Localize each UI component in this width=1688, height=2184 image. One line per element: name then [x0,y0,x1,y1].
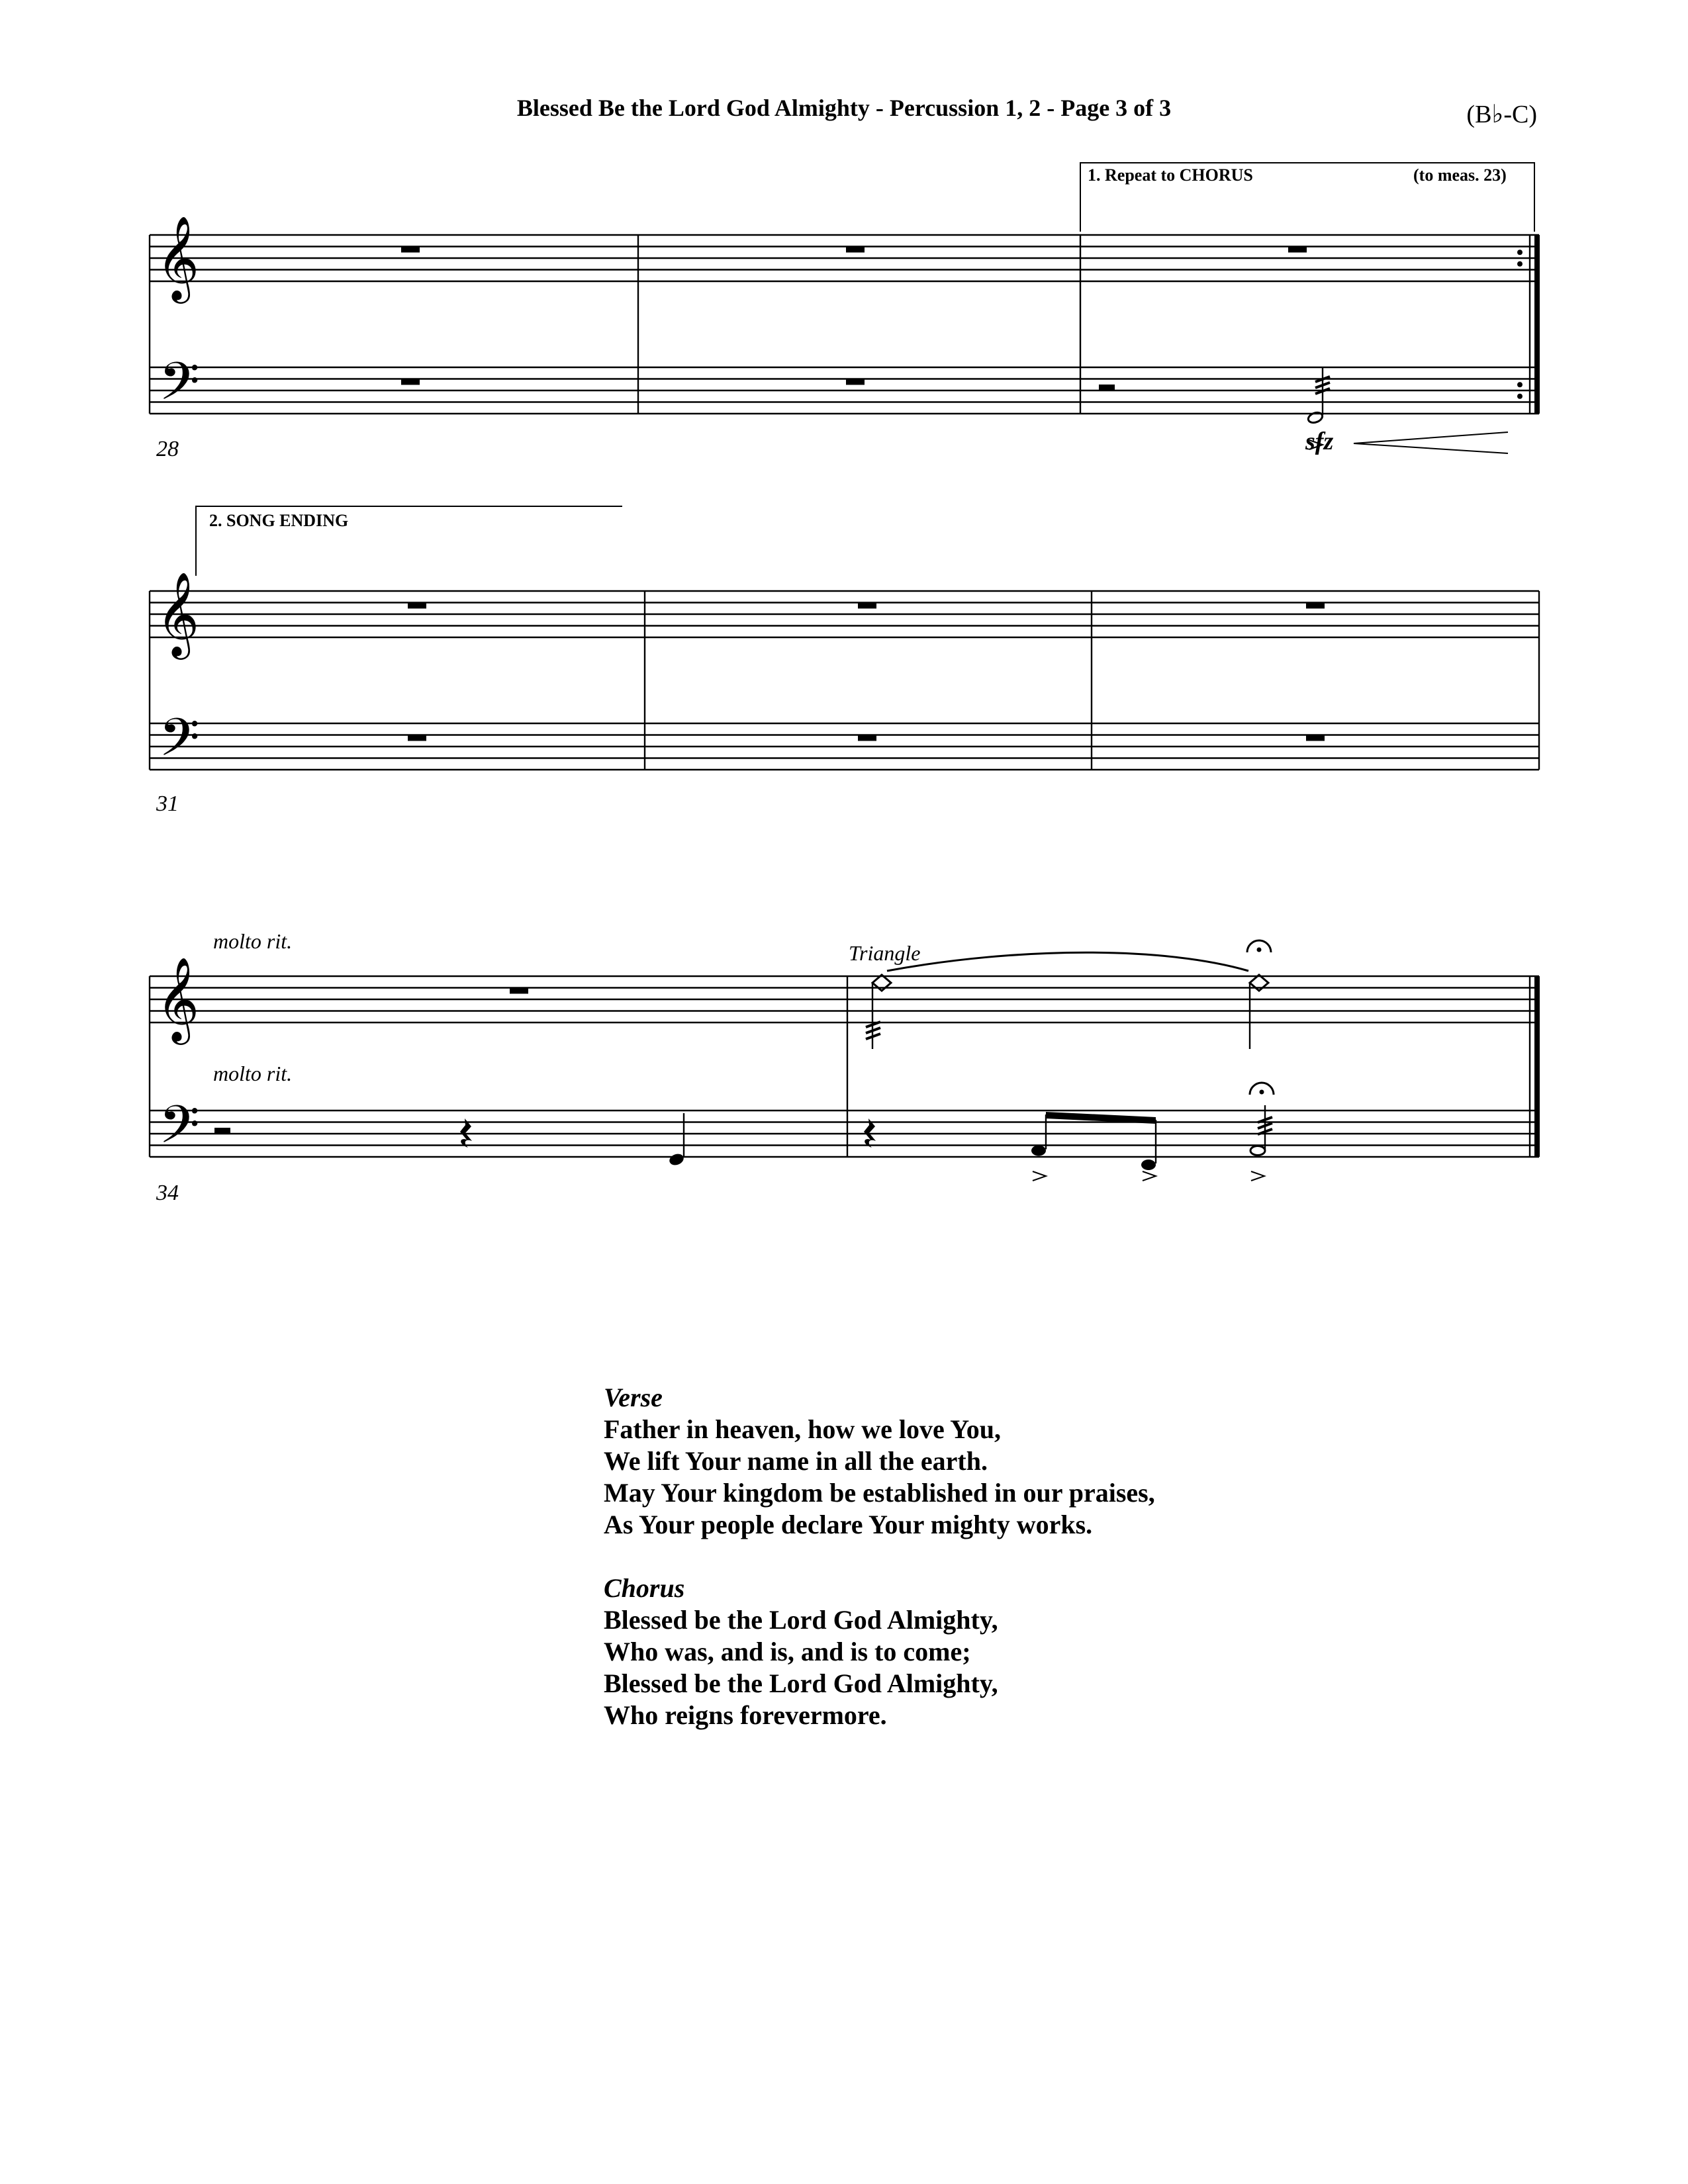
key-indicator: (B♭-C) [1466,101,1537,128]
chorus-heading: Chorus [604,1573,685,1603]
chorus-line: Who was, and is, and is to come; [604,1637,971,1666]
bass-clef: 𝄢 [159,1094,200,1168]
notation-marks [156,163,1534,1181]
whole-rest [1306,603,1325,609]
measure-number-34: 34 [156,1181,179,1205]
repeat-dot [1517,394,1523,399]
repeat-dot [1517,250,1523,255]
chorus-line: Blessed be the Lord God Almighty, [604,1668,998,1698]
accent-mark [1143,1171,1156,1181]
bass-clef: 𝄢 [159,351,200,425]
accent-mark [1033,1171,1046,1181]
staff-lines [150,235,1539,1157]
treble-clef: 𝄞 [156,571,200,656]
repeat-dot [1517,261,1523,267]
tie [887,952,1248,971]
whole-rest [401,247,420,253]
lyrics-block [604,1382,1464,1731]
fermata-dot [1260,1090,1264,1095]
accent-mark [1251,1171,1264,1181]
decrescendo-hairpin [1354,432,1508,453]
quarter-note [668,1152,685,1167]
verse-heading: Verse [604,1383,663,1412]
fermata-dot [1257,948,1262,952]
verse-line: We lift Your name in all the earth. [604,1446,988,1476]
half-rest [1099,385,1115,390]
dynamic-sfz: sfz [1305,428,1334,455]
measure-number-28: 28 [156,437,179,461]
whole-rest [846,247,865,253]
whole-rest [858,603,876,609]
whole-rest [401,379,420,385]
bass-clef: 𝄢 [159,707,200,781]
volta-1-label: 1. Repeat to CHORUS [1088,165,1253,185]
chorus-line: Who reigns forevermore. [604,1700,887,1730]
half-rest [214,1128,230,1134]
whole-rest [408,603,426,609]
page-title: Blessed Be the Lord God Almighty - Percussion 1, 2 - Page 3 of 3 [516,95,1172,121]
verse-line: Father in heaven, how we love You, [604,1414,1001,1444]
whole-rest [1288,247,1307,253]
eighth-note [1031,1146,1046,1156]
measure-number-31: 31 [156,792,179,816]
repeat-dot [1517,382,1523,387]
molto-rit-treble: molto rit. [213,929,293,953]
treble-clef: 𝄞 [156,215,200,300]
eighth-note [1141,1160,1156,1170]
treble-clef: 𝄞 [156,956,200,1041]
whole-rest [858,735,876,741]
molto-rit-bass: molto rit. [213,1062,293,1085]
tremolo-note [1250,1146,1265,1156]
barlines [150,235,1539,1157]
tremolo-note [1307,411,1323,425]
instrument-label: Triangle [849,941,921,965]
chorus-line: Blessed be the Lord God Almighty, [604,1605,998,1635]
volta-2-label: 2. SONG ENDING [209,511,349,530]
whole-rest [408,735,426,741]
whole-rest [510,988,528,994]
whole-rest [846,379,865,385]
verse-line: As Your people declare Your mighty works. [604,1510,1093,1539]
verse-line: May Your kingdom be established in our praises, [604,1478,1155,1508]
volta-1-note: (to meas. 23) [1413,165,1507,185]
whole-rest [1306,735,1325,741]
